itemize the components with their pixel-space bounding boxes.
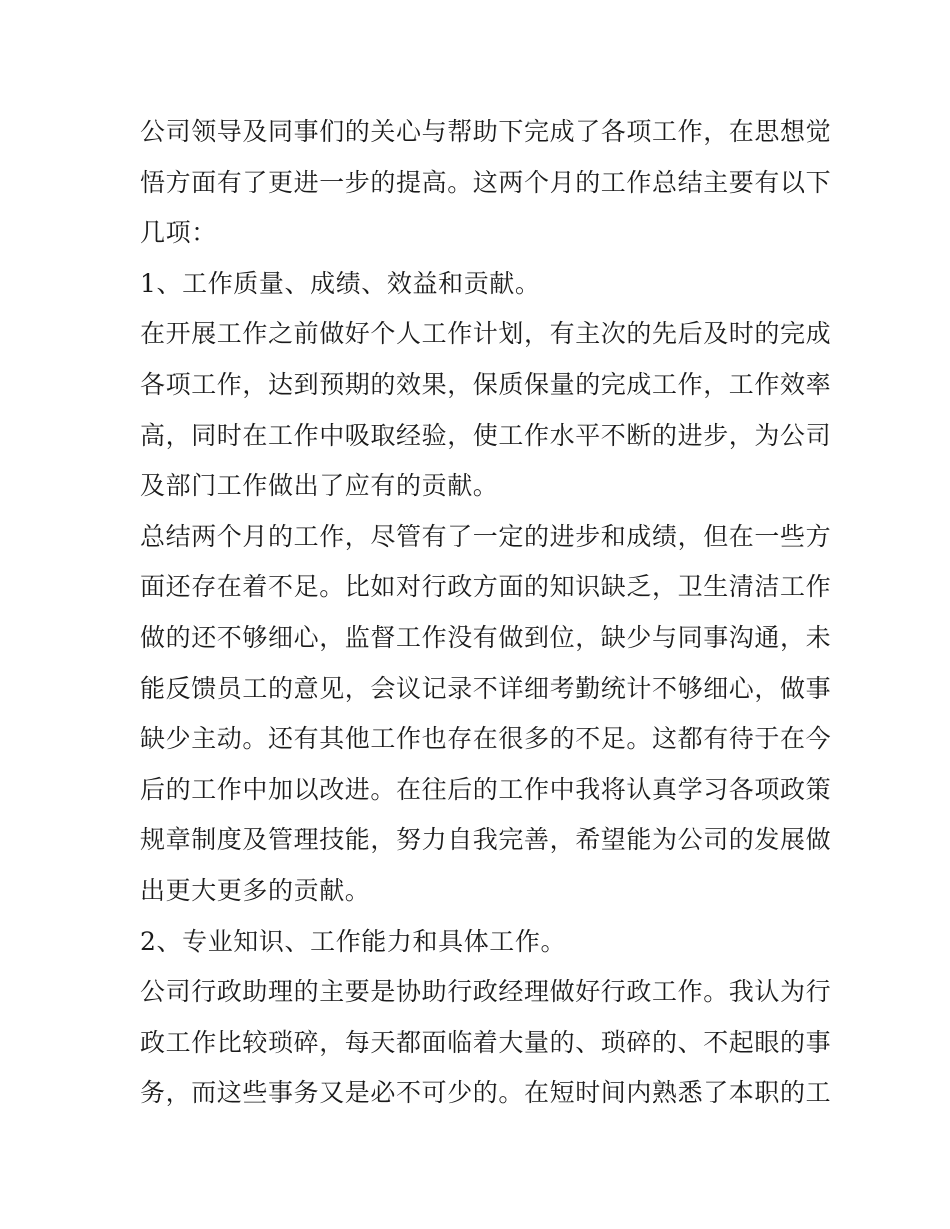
- text-line: 总结两个月的工作，尽管有了一定的进步和成绩，但在一些方: [140, 521, 832, 551]
- text-line: 缺少主动。还有其他工作也存在很多的不足。这都有待于在今: [140, 724, 832, 754]
- text-line: 悟方面有了更进一步的提高。这两个月的工作总结主要有以下: [140, 167, 832, 197]
- text-line: 各项工作，达到预期的效果，保质保量的完成工作，工作效率: [140, 369, 832, 399]
- text-line: 公司领导及同事们的关心与帮助下完成了各项工作，在思想觉: [140, 117, 832, 146]
- text-line: 出更大更多的贡献。: [140, 875, 371, 905]
- section-heading: 1、工作质量、成绩、效益和贡献。: [140, 268, 541, 298]
- text-line: 规章制度及管理技能，努力自我完善，希望能为公司的发展做: [140, 825, 832, 855]
- text-line: 面还存在着不足。比如对行政方面的知识缺乏，卫生清洁工作: [140, 572, 832, 602]
- section-heading: 2、专业知识、工作能力和具体工作。: [140, 926, 567, 956]
- text-line: 后的工作中加以改进。在往后的工作中我将认真学习各项政策: [140, 774, 832, 804]
- document-body: [140, 107, 832, 1119]
- text-line: 能反馈员工的意见，会议记录不详细考勤统计不够细心，做事: [140, 673, 832, 703]
- text-line: 公司行政助理的主要是协助行政经理做好行政工作。我认为行: [140, 977, 832, 1007]
- text-line: 在开展工作之前做好个人工作计划，有主次的先后及时的完成: [140, 319, 832, 349]
- text-line: 高，同时在工作中吸取经验，使工作水平不断的进步，为公司: [140, 420, 832, 450]
- text-line: 及部门工作做出了应有的贡献。: [140, 471, 499, 501]
- text-line: 政工作比较琐碎，每天都面临着大量的、琐碎的、不起眼的事: [140, 1027, 832, 1057]
- text-line: 做的还不够细心，监督工作没有做到位，缺少与同事沟通，未: [140, 622, 832, 652]
- text-line: 几项：: [140, 218, 217, 248]
- text-line: 务，而这些事务又是必不可少的。在短时间内熟悉了本职的工: [140, 1078, 832, 1108]
